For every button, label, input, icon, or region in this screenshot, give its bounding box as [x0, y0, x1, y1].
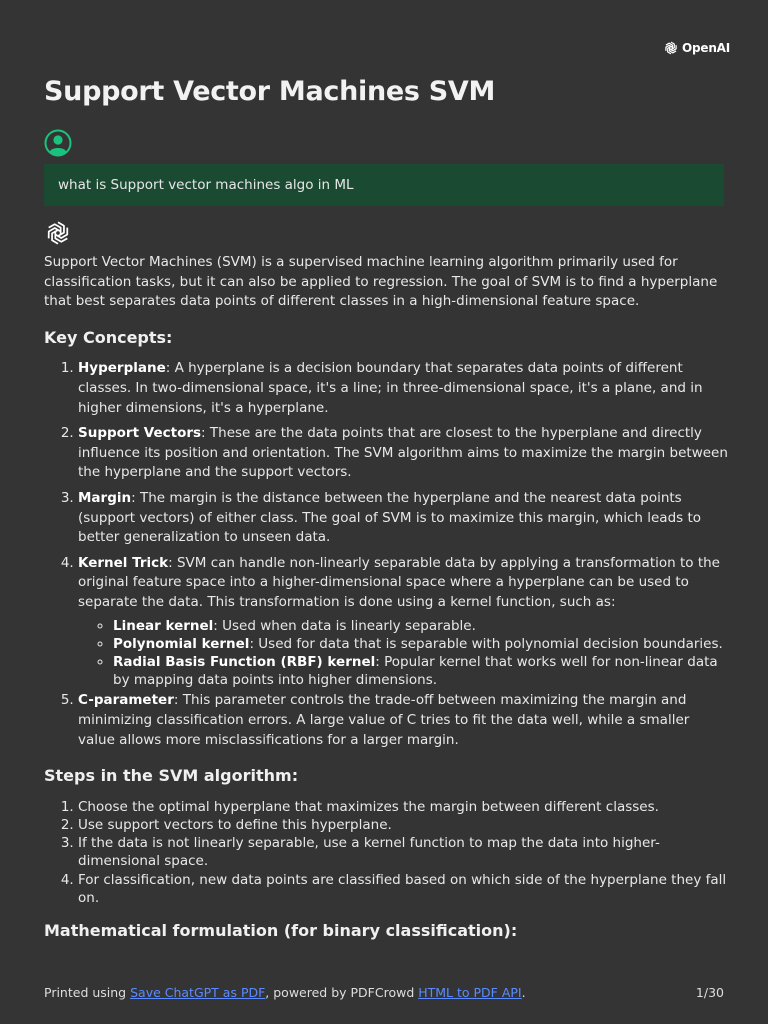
concept-text: : The margin is the distance between the hyperplane and the nearest data points (support vectors) of either class. The goal of SVM is to maximize this margin, which leads to better generalization to unseen data.: [78, 489, 702, 546]
list-item: [78, 554, 728, 690]
kernel-term: Radial Basis Function (RBF) kernel: [113, 653, 376, 670]
math-heading: Mathematical formulation (for binary classification):: [44, 920, 518, 940]
list-item: 2. Use support vectors to define this hyperplane.: [78, 816, 728, 834]
brand-header: [663, 40, 730, 56]
page-title: Support Vector Machines SVM: [44, 76, 496, 107]
concept-term: C-parameter: [78, 692, 174, 709]
footer-credit: [44, 985, 526, 1000]
key-concepts-heading: Key Concepts:: [44, 327, 173, 347]
list-item: [78, 424, 728, 483]
openai-logo-icon: [663, 40, 679, 56]
concept-text: : These are the data points that are closest to the hyperplane and directly influence its position and orientation. The SVM algorithm aims to maximize the margin between the hyperplane and the support vectors.: [78, 425, 728, 481]
steps-list: [44, 798, 728, 907]
concept-text: : A hyperplane is a decision boundary that separates data points of different classes. In two-dimensional space, it's a line; in three-dimensional space, it's a plane, and in higher dimensions, it's a hyperplane.: [78, 360, 703, 416]
steps-heading: Steps in the SVM algorithm:: [44, 766, 299, 786]
brand-name: OpenAI: [682, 41, 731, 55]
concept-term: Margin: [78, 489, 132, 506]
kernel-text: : Used for data that is separable with polynomial decision boundaries.: [249, 635, 723, 652]
user-avatar-icon: [44, 129, 72, 157]
concept-term: Support Vectors: [78, 425, 202, 442]
list-item: 1. Choose the optimal hyperplane that maximizes the margin between different classes.: [78, 798, 728, 816]
concept-text: : SVM can handle non-linearly separable data by applying a transformation to the original feature space into a higher-dimensional space where a hyperplane can be used to separate the data. This transformation is done using a kernel function, such as:: [78, 554, 720, 610]
footer-period: .: [521, 985, 526, 1000]
answer-intro: Support Vector Machines (SVM) is a supervised machine learning algorithm primarily used for classification tasks, but it can also be applied to regression. The goal of SVM is to find a hyperplane that best separates data points of different classes in a high-dimensional feature space.: [44, 254, 718, 310]
concept-text: : This parameter controls the trade-off between maximizing the margin and minimizing classification errors. A large value of C tries to fit the data well, while a smaller value allows more misclassifications for a larger margin.: [78, 692, 690, 748]
concept-term: Kernel Trick: [78, 554, 169, 571]
kernel-term: Polynomial kernel: [113, 635, 250, 652]
page-footer: [44, 985, 724, 1000]
key-concepts-list: [44, 359, 728, 750]
chatgpt-logo-icon: [44, 219, 72, 247]
kernel-term: Linear kernel: [113, 617, 214, 634]
kernel-text: : Used when data is linearly separable.: [213, 617, 476, 634]
user-message-text: what is Support vector machines algo in ML: [58, 177, 354, 193]
concept-term: Hyperplane: [78, 360, 166, 377]
list-item: 4. For classification, new data points are classified based on which side of the hyperplane they fall on.: [78, 871, 728, 907]
kernel-text: : Popular kernel that works well for non-linear data by mapping data points into higher dimensions.: [113, 653, 718, 689]
list-item: [78, 489, 728, 548]
list-item: [113, 653, 728, 689]
footer-powered-by: , powered by PDFCrowd: [265, 985, 419, 1000]
page-number: 1/30: [695, 985, 724, 1000]
footer-printed-using: Printed using: [44, 985, 131, 1000]
user-message: [44, 164, 724, 206]
list-item: 3. If the data is not linearly separable, use a kernel function to map the data into higher-dimensional space.: [78, 834, 728, 870]
assistant-answer: [44, 253, 728, 941]
list-item: [78, 691, 728, 750]
kernel-list: [78, 617, 728, 690]
list-item: [78, 359, 728, 418]
save-chatgpt-pdf-link[interactable]: Save ChatGPT as PDF: [130, 985, 266, 1000]
list-item: [113, 617, 728, 635]
html-to-pdf-api-link[interactable]: HTML to PDF API: [418, 985, 522, 1000]
list-item: [113, 635, 728, 653]
